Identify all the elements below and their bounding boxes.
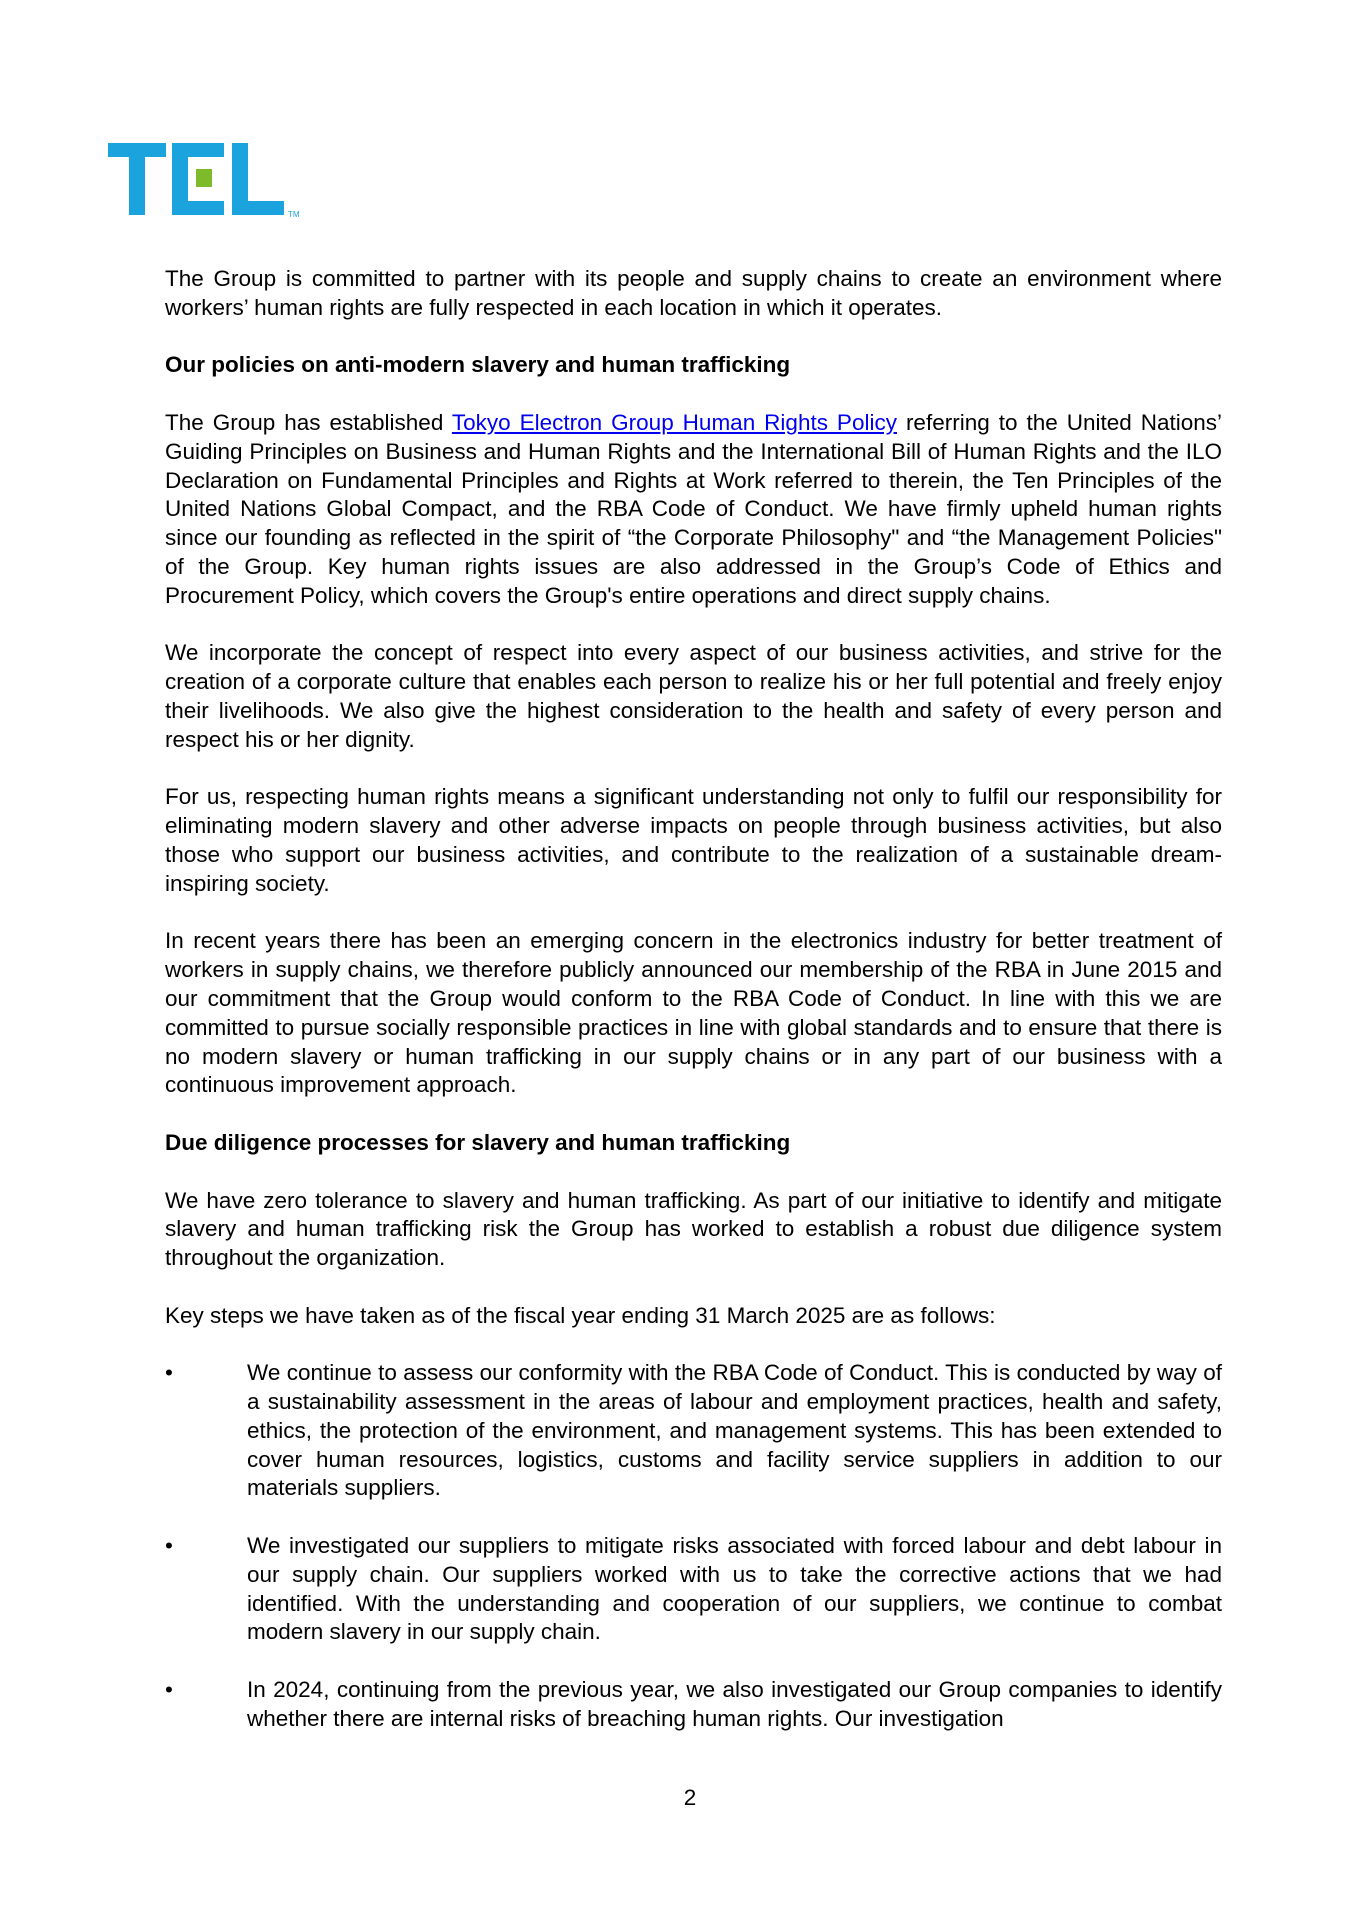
bullet-item bbox=[165, 1359, 1222, 1503]
tel-logo-icon bbox=[108, 143, 308, 223]
tel-logo bbox=[108, 143, 308, 223]
bullet-item bbox=[165, 1532, 1222, 1647]
bullet-icon: • bbox=[165, 1533, 173, 1559]
due-diligence-paragraph-1: We have zero tolerance to slavery and human trafficking. As part of our initiative to identify and mitigate slavery and human trafficking risk the Group has worked to establish a robust due diligence system throughout the organization. bbox=[165, 1187, 1222, 1271]
human-rights-policy-link[interactable]: Tokyo Electron Group Human Rights Policy bbox=[451, 409, 897, 435]
document-body bbox=[165, 265, 1222, 1762]
intro-paragraph: The Group is committed to partner with its people and supply chains to create an environment where workers’ human rights are fully respected in each location in which it operates. bbox=[165, 266, 1222, 320]
bullet-icon: • bbox=[165, 1677, 173, 1703]
bullet-text: We investigated our suppliers to mitigate risks associated with forced labour and debt labour in our supply chain. Our suppliers worked with us to take the corrective actions that we had identified. With the understanding and cooperation of our suppliers, we continue to combat modern slavery in our supply chain. bbox=[247, 1533, 1222, 1645]
policies-paragraph-1: The Group has established Tokyo Electron Group Human Rights Policy referring to the United Nations’ Guiding Principles on Business and Human Rights and the International Bill of Human Rights and the ILO Declaration on Fundamental Principles and Rights at Work referred to therein, the Ten Principles of the United Nations Global Compact, and the RBA Code of Conduct. We have firmly upheld human rights since our founding as reflected in the spirit of “the Corporate Philosophy" and “the Management Policies" of the Group. Key human rights issues are also addressed in the Group’s Code of Ethics and Procurement Policy, which covers the Group's entire operations and direct supply chains. bbox=[165, 409, 1222, 608]
section-heading-policies: Our policies on anti-modern slavery and human trafficking bbox=[165, 352, 791, 378]
bullet-text: We continue to assess our conformity with the RBA Code of Conduct. This is conducted by way of a sustainability assessment in the areas of labour and employment practices, health and safety, ethics, the protection of the environment, and management systems. This has been extended to cover human resources, logistics, customs and facility service suppliers in addition to our materials suppliers. bbox=[247, 1360, 1222, 1501]
bullet-icon: • bbox=[165, 1360, 173, 1386]
policies-paragraph-2: We incorporate the concept of respect into every aspect of our business activities, and strive for the creation of a corporate culture that enables each person to realize his or her full potential and freely enjoy their livelihoods. We also give the highest consideration to the health and safety of every person and respect his or her dignity. bbox=[165, 640, 1222, 752]
bullet-item bbox=[165, 1676, 1222, 1734]
section-heading-due-diligence: Due diligence processes for slavery and human trafficking bbox=[165, 1129, 791, 1155]
page-number: 2 bbox=[683, 1785, 697, 1810]
svg-text:TM: TM bbox=[288, 210, 300, 219]
policies-paragraph-3: For us, respecting human rights means a significant understanding not only to fulfil our responsibility for eliminating modern slavery and other adverse impacts on people through business activities, but also those who support our business activities, and contribute to the realization of a sustainable dream-inspiring society. bbox=[165, 784, 1222, 896]
due-diligence-paragraph-2: Key steps we have taken as of the fiscal year ending 31 March 2025 are as follows: bbox=[165, 1302, 996, 1328]
bullet-text: In 2024, continuing from the previous year, we also investigated our Group companies to identify whether there are internal risks of breaching human rights. Our investigation bbox=[247, 1677, 1222, 1731]
policies-paragraph-4: In recent years there has been an emerging concern in the electronics industry for better treatment of workers in supply chains, we therefore publicly announced our membership of the RBA in June 2015 and our commitment that the Group would conform to the RBA Code of Conduct. In line with this we are committed to pursue socially responsible practices in line with global standards and to ensure that there is no modern slavery or human trafficking in our supply chains or in any part of our business with a continuous improvement approach. bbox=[165, 928, 1222, 1098]
